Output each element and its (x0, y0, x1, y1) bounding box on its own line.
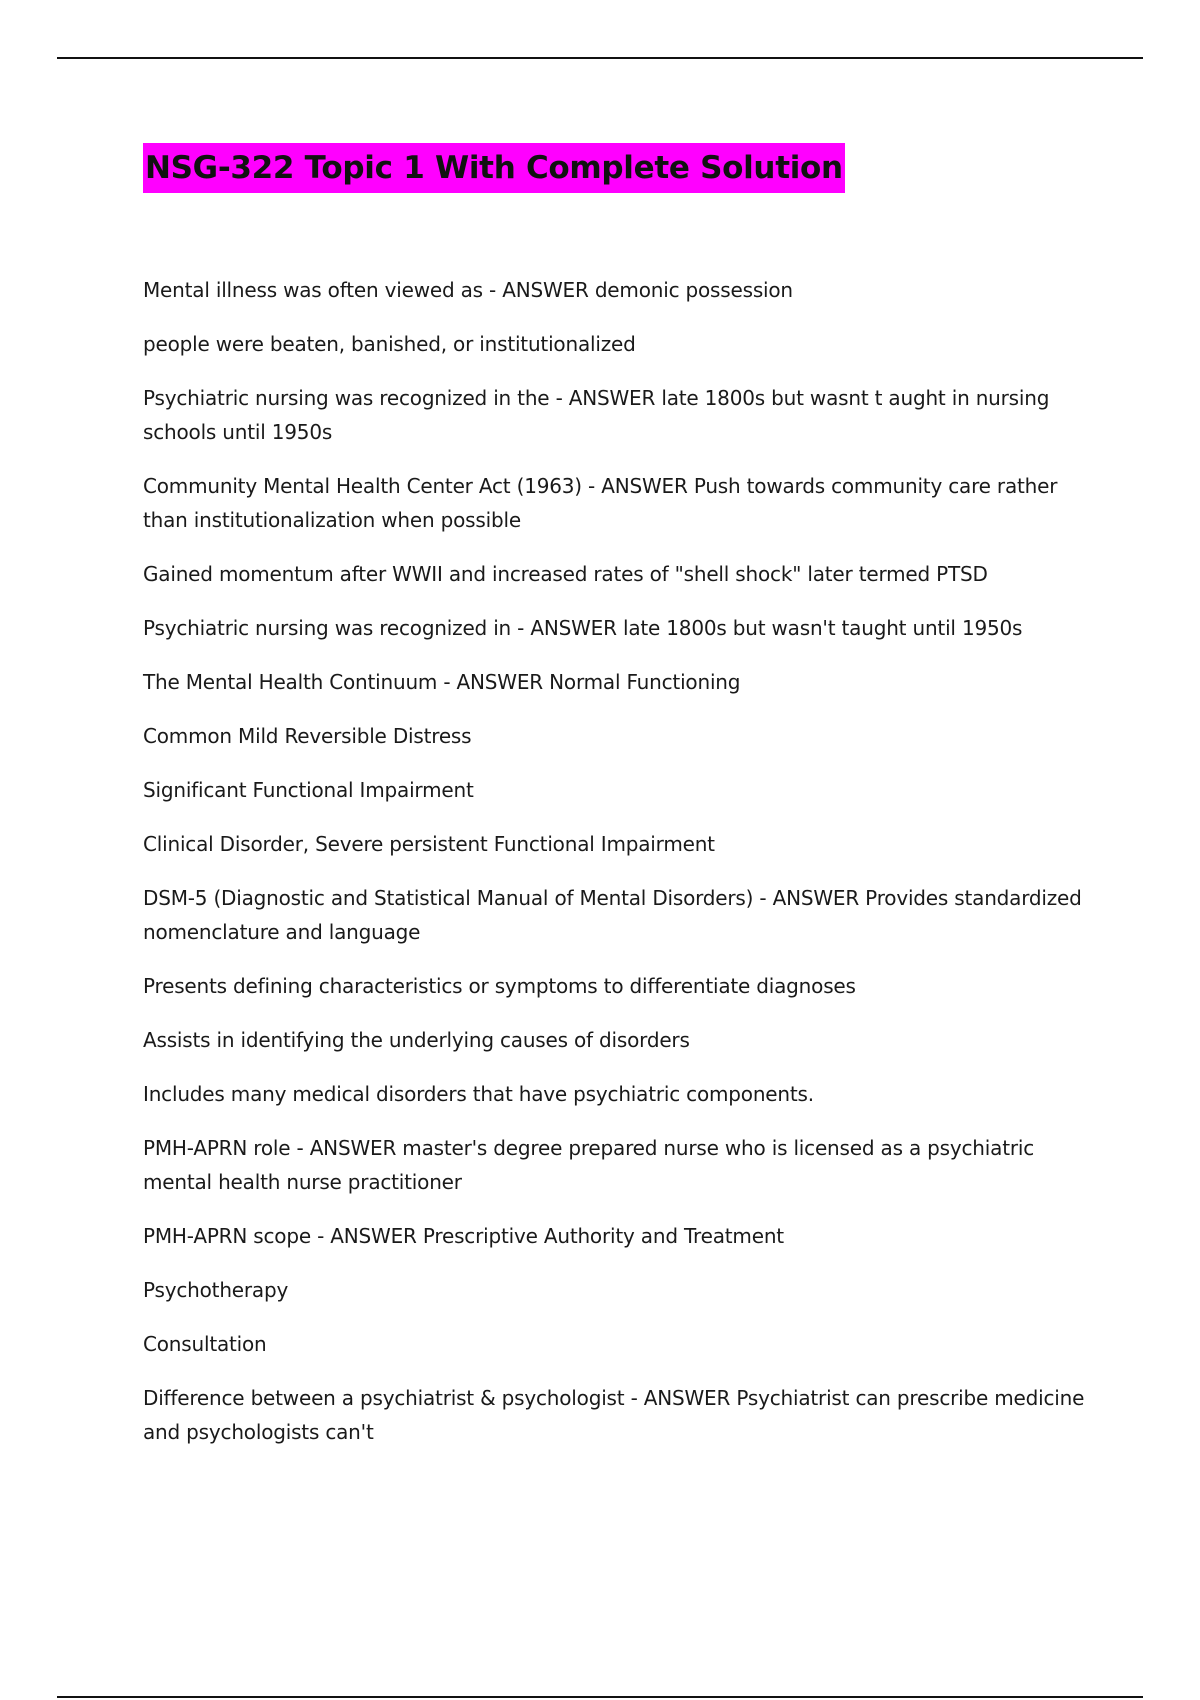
paragraph: Includes many medical disorders that have psychiatric components. (143, 1082, 814, 1106)
paragraph: Significant Functional Impairment (143, 778, 474, 802)
paragraph: DSM-5 (Diagnostic and Statistical Manual of Mental Disorders) - ANSWER Provides standardized nomenclature and language (143, 886, 1082, 944)
paragraph: Community Mental Health Center Act (1963) - ANSWER Push towards community care rather than institutionalization when possible (143, 474, 1058, 532)
title-block (143, 143, 845, 193)
paragraph: PMH-APRN role - ANSWER master's degree prepared nurse who is licensed as a psychiatric mental health nurse practitioner (143, 1136, 1035, 1194)
paragraph: Mental illness was often viewed as - ANSWER demonic possession (143, 278, 793, 302)
paragraph: Gained momentum after WWII and increased rates of "shell shock" later termed PTSD (143, 562, 988, 586)
paragraph: Psychiatric nursing was recognized in - ANSWER late 1800s but wasn't taught until 1950s (143, 616, 1023, 640)
paragraph: Presents defining characteristics or symptoms to differentiate diagnoses (143, 974, 856, 998)
paragraph: The Mental Health Continuum - ANSWER Normal Functioning (143, 670, 741, 694)
bottom-divider (57, 1696, 1143, 1698)
paragraph: Difference between a psychiatrist & psychologist - ANSWER Psychiatrist can prescribe medicine and psychologists can't (143, 1386, 1085, 1444)
paragraph: PMH-APRN scope - ANSWER Prescriptive Authority and Treatment (143, 1224, 784, 1248)
paragraph: Consultation (143, 1332, 267, 1356)
paragraph: Psychotherapy (143, 1278, 289, 1302)
paragraph: Psychiatric nursing was recognized in the - ANSWER late 1800s but wasnt t aught in nursing schools until 1950s (143, 386, 1050, 444)
document-body (143, 273, 1088, 1469)
paragraph: Common Mild Reversible Distress (143, 724, 472, 748)
paragraph: Assists in identifying the underlying causes of disorders (143, 1028, 690, 1052)
document-title: NSG-322 Topic 1 With Complete Solution (143, 143, 845, 193)
top-divider (57, 57, 1143, 59)
paragraph: Clinical Disorder, Severe persistent Functional Impairment (143, 832, 715, 856)
paragraph: people were beaten, banished, or institutionalized (143, 332, 636, 356)
